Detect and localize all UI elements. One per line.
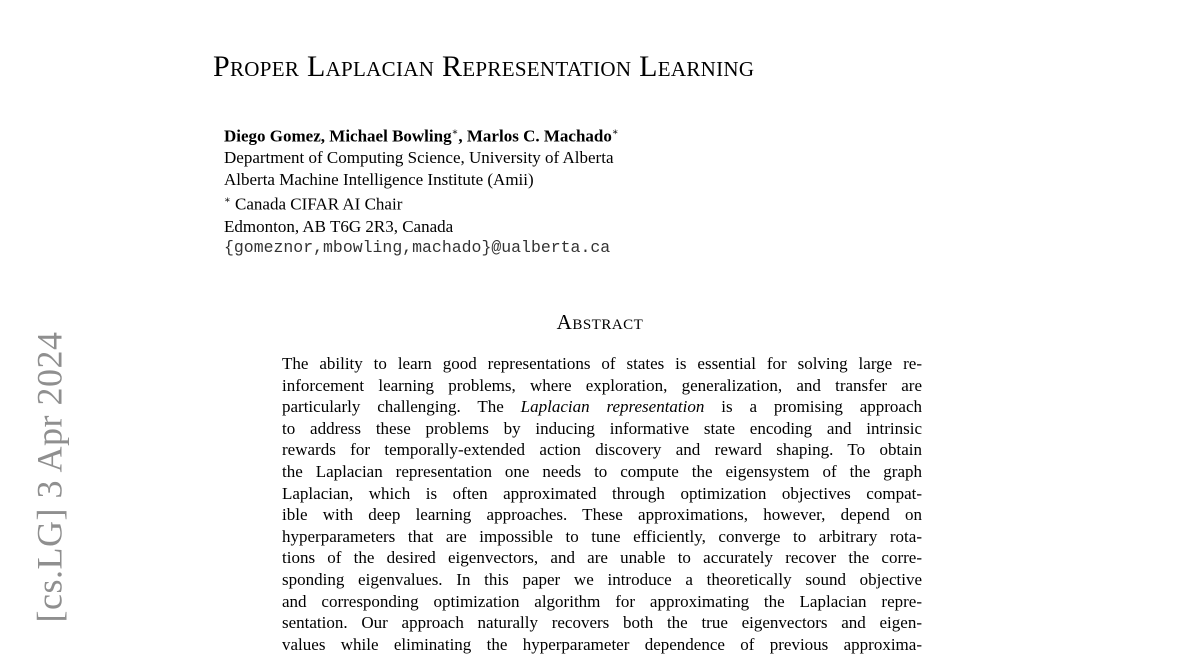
abstract-line: the Laplacian representation one needs to compute the eigensystem of the graph [282, 461, 922, 481]
abstract-line: Laplacian, which is often approximated through optimization objectives compat- [282, 483, 922, 503]
affiliation-line: Alberta Machine Intelligence Institute (Amii) [224, 169, 534, 189]
arxiv-stamp-text: [cs.LG] 3 Apr 2024 [29, 331, 70, 623]
arxiv-sidebar-stamp [28, 318, 70, 636]
author-name: Diego Gomez [224, 126, 321, 146]
abstract-line: The ability to learn good representations of states is essential for solving large re- [282, 354, 922, 373]
paper-title: Proper Laplacian Representation Learning [213, 50, 755, 83]
abstract-line: sentation. Our approach naturally recovers both the true eigenvectors and eigen- [282, 613, 922, 633]
chair-mark: ∗ [224, 195, 231, 207]
author-block [224, 122, 619, 259]
author-name: Marlos C. Machado [466, 126, 612, 146]
abstract-line: tions of the desired eigenvectors, and are unable to accurately recover the corre- [282, 548, 922, 568]
author-email: {gomeznor,mbowling,machado}@ualberta.ca [224, 238, 611, 258]
affiliation-line: Edmonton, AB T6G 2R3, Canada [224, 216, 454, 236]
affiliation-line: Department of Computing Science, University of Alberta [224, 148, 614, 168]
abstract-line: inforcement learning problems, where exploration, generalization, and transfer are [282, 375, 922, 395]
author-name: Michael Bowling [329, 126, 452, 146]
abstract-line: hyperparameters that are impossible to tune efficiently, converge to arbitrary rota- [282, 526, 922, 546]
abstract-body [282, 353, 922, 655]
abstract-line: rewards for temporally-extended action discovery and reward shaping. To obtain [282, 440, 922, 460]
abstract-heading: Abstract [556, 310, 644, 334]
author-names: Diego Gomez, Michael Bowling∗, Marlos C. Machado∗ [224, 126, 619, 146]
author-mark: ∗ [611, 127, 619, 138]
author-mark: ∗ [451, 127, 459, 138]
abstract-line: values while eliminating the hyperparameter dependence of previous approxima- [282, 634, 922, 654]
abstract-line: ible with deep learning approaches. These approximations, however, depend on [282, 505, 922, 525]
emphasis-term: Laplacian representation [520, 397, 705, 417]
abstract-line: to address these problems by inducing informative state encoding and intrinsic [282, 418, 922, 438]
affiliation-line: ∗ Canada CIFAR AI Chair [224, 195, 403, 215]
abstract-line: sponding eigenvalues. In this paper we introduce a theoretically sound objective [282, 569, 922, 589]
abstract-line: particularly challenging. The Laplacian representation is a promising approach [282, 397, 922, 417]
abstract-line: and corresponding optimization algorithm for approximating the Laplacian repre- [282, 591, 922, 611]
